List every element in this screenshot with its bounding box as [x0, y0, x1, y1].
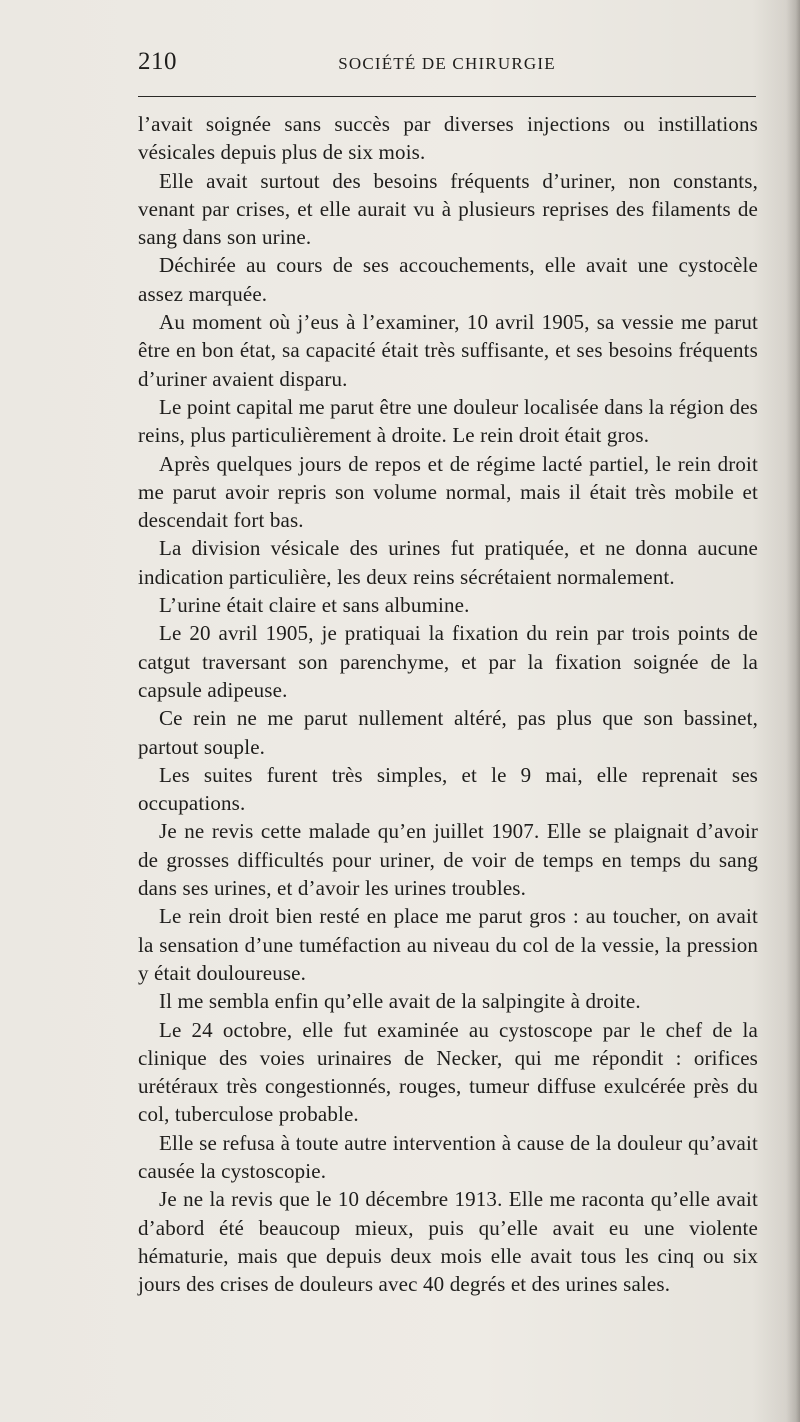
paragraph: Je ne revis cette malade qu’en juillet 1907. Elle se plaignait d’avoir de grosses difficultés pour uriner, de voir de temps en temps du sang dans ses urines, et d’avoir les urines troubles.: [138, 819, 758, 901]
running-head: SOCIÉTÉ DE CHIRURGIE: [338, 54, 556, 73]
paragraph: Ce rein ne me parut nullement altéré, pas plus que son bassinet, partout souple.: [138, 706, 758, 759]
page-edge-shadow: [786, 0, 800, 1422]
page-number: 210: [138, 48, 177, 75]
paragraph: L’urine était claire et sans albumine.: [159, 593, 470, 618]
paragraph: Après quelques jours de repos et de régime lacté partiel, le rein droit me parut avoir repris son volume normal, mais il était très mobile et descendait fort bas.: [138, 451, 758, 533]
paragraph: Le rein droit bien resté en place me parut gros : au toucher, on avait la sensation d’une tuméfaction au niveau du col de la vessie, la pression y était douloureuse.: [138, 904, 758, 985]
paragraph: La division vésicale des urines fut pratiquée, et ne donna aucune indication particulière, les deux reins sécrétaient normalement.: [138, 536, 758, 589]
paragraph: Au moment où j’eus à l’examiner, 10 avril 1905, sa vessie me parut être en bon état, sa capacité était très suffisante, et ses besoins fréquents d’uriner avaient disparu.: [138, 310, 758, 391]
paragraph: Elle avait surtout des besoins fréquents d’uriner, non constants, venant par crises, et elle aurait vu à plusieurs reprises des filaments de sang dans son urine.: [138, 168, 758, 250]
paragraph: Elle se refusa à toute autre intervention à cause de la douleur qu’avait causée la cystoscopie.: [138, 1130, 758, 1183]
paragraph: Le 20 avril 1905, je pratiquai la fixation du rein par trois points de catgut traversant son parenchyme, et par la fixation soignée de la capsule adipeuse.: [138, 621, 758, 702]
header-rule: [138, 96, 756, 97]
paragraph: Déchirée au cours de ses accouchements, elle avait une cystocèle assez marquée.: [138, 253, 758, 306]
paragraph: Les suites furent très simples, et le 9 mai, elle reprenait ses occupations.: [138, 762, 758, 816]
page-header: [138, 44, 756, 84]
paragraph: Le point capital me parut être une douleur localisée dans la région des reins, plus particulièrement à droite. Le rein droit était gros.: [138, 394, 758, 448]
paragraph: l’avait soignée sans succès par diverses injections ou instillations vésicales depuis plus de six mois.: [138, 112, 758, 165]
paragraph: Il me sembla enfin qu’elle avait de la salpingite à droite.: [159, 989, 641, 1014]
body-text: [138, 110, 758, 1298]
paragraph: Le 24 octobre, elle fut examinée au cystoscope par le chef de la clinique des voies urinaires de Necker, qui me répondit : orifices urétéraux très congestionnés, rouges, tumeur diffuse exulcérée près du col, tuberculose probable.: [138, 1017, 758, 1127]
paragraph: Je ne la revis que le 10 décembre 1913. Elle me raconta qu’elle avait d’abord été beaucoup mieux, puis qu’elle avait eu une violente hématurie, mais que depuis deux mois elle avait tous les cinq ou six jours des crises de douleurs avec 40 degrés et des urines sales.: [138, 1187, 758, 1297]
